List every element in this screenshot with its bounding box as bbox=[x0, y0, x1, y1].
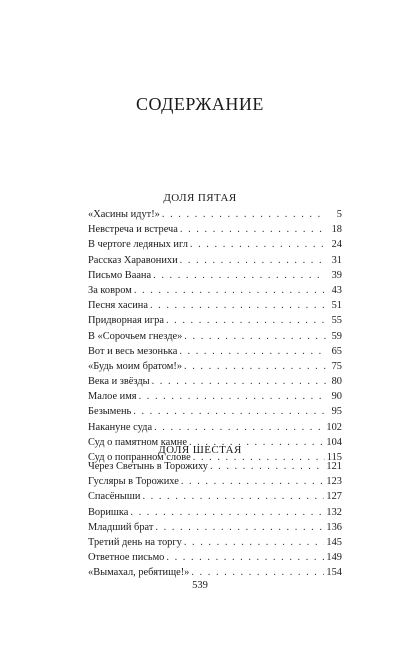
dot-leader bbox=[180, 222, 326, 237]
toc-list-section-6 bbox=[88, 459, 342, 581]
toc-entry bbox=[88, 389, 342, 404]
toc-entry-page: 75 bbox=[331, 360, 342, 372]
toc-entry-page: 31 bbox=[331, 254, 342, 266]
toc-entry bbox=[88, 505, 342, 520]
section-title-6: ДОЛЯ ШЕСТАЯ bbox=[158, 444, 242, 456]
toc-entry bbox=[88, 207, 342, 222]
toc-entry-page: 80 bbox=[331, 376, 342, 388]
toc-entry-page: 145 bbox=[326, 536, 342, 548]
toc-entry-title: Придворная игра bbox=[88, 315, 164, 327]
toc-entry bbox=[88, 268, 342, 283]
toc-entry-title: «Будь моим братом!» bbox=[88, 360, 183, 372]
toc-entry-title: В чертоге ледяных игл bbox=[88, 239, 188, 251]
toc-entry bbox=[88, 535, 342, 550]
section-title-5: ДОЛЯ ПЯТАЯ bbox=[163, 192, 237, 204]
toc-entry-title: За ковром bbox=[88, 284, 132, 296]
toc-entry-page: 123 bbox=[326, 476, 342, 488]
toc-entry-page: 43 bbox=[331, 284, 342, 296]
toc-entry-page: 18 bbox=[331, 224, 342, 236]
toc-entry bbox=[88, 374, 342, 389]
toc-entry-page: 39 bbox=[331, 269, 342, 281]
toc-entry-page: 95 bbox=[331, 406, 342, 418]
toc-entry-title: Воришка bbox=[88, 506, 129, 518]
toc-entry-title: Третий день на торгу bbox=[88, 536, 182, 548]
dot-leader bbox=[139, 389, 326, 404]
toc-entry-title: Рассказ Харавонихи bbox=[88, 254, 178, 266]
dot-leader bbox=[184, 535, 325, 550]
toc-entry-page: 59 bbox=[331, 330, 342, 342]
dot-leader bbox=[210, 459, 324, 474]
dot-leader bbox=[184, 329, 326, 344]
toc-entry bbox=[88, 237, 342, 252]
dot-leader bbox=[130, 505, 324, 520]
toc-entry-title: Через Светынь в Торожиху bbox=[88, 461, 208, 472]
dot-leader bbox=[134, 283, 326, 298]
dot-leader bbox=[150, 298, 326, 313]
toc-entry-page: 90 bbox=[331, 391, 342, 403]
toc-entry bbox=[88, 222, 342, 237]
dot-leader bbox=[191, 565, 324, 580]
toc-entry bbox=[88, 283, 342, 298]
toc-entry-page: 121 bbox=[326, 461, 342, 472]
toc-entry bbox=[88, 420, 342, 435]
toc-entry bbox=[88, 404, 342, 419]
dot-leader bbox=[152, 374, 326, 389]
dot-leader bbox=[166, 313, 326, 328]
toc-entry-title: Малое имя bbox=[88, 391, 137, 403]
page-number: 539 bbox=[192, 580, 208, 591]
dot-leader bbox=[133, 404, 326, 419]
dot-leader bbox=[179, 344, 326, 359]
dot-leader bbox=[142, 489, 324, 504]
toc-entry-page: 127 bbox=[326, 491, 342, 503]
dot-leader bbox=[184, 359, 326, 374]
toc-entry-title: Письмо Ваана bbox=[88, 269, 152, 281]
toc-entry-page: 136 bbox=[326, 521, 342, 533]
dot-leader bbox=[166, 550, 324, 565]
toc-entry bbox=[88, 298, 342, 313]
toc-entry-title: Невстреча и встреча bbox=[88, 224, 178, 236]
toc-entry bbox=[88, 359, 342, 374]
toc-entry-title: Вот и весь мезонька bbox=[88, 345, 178, 357]
toc-entry-page: 149 bbox=[326, 552, 342, 564]
toc-entry bbox=[88, 329, 342, 344]
toc-list-section-5 bbox=[88, 207, 342, 465]
toc-entry-page: 132 bbox=[326, 506, 342, 518]
toc-entry bbox=[88, 520, 342, 535]
toc-entry-page: 24 bbox=[331, 239, 342, 251]
toc-entry-title: Века и звёзды bbox=[88, 376, 150, 388]
toc-entry bbox=[88, 489, 342, 504]
toc-entry-page: 102 bbox=[326, 421, 342, 433]
dot-leader bbox=[154, 420, 324, 435]
toc-entry-title: Песня хасина bbox=[88, 300, 148, 312]
toc-entry-title: «Хасины идут!» bbox=[88, 209, 160, 220]
dot-leader bbox=[180, 253, 326, 268]
toc-entry-page: 104 bbox=[326, 436, 342, 448]
toc-entry-page: 65 bbox=[331, 345, 342, 357]
toc-entry-title: Ответное письмо bbox=[88, 552, 165, 564]
toc-entry-title: Гусляры в Торожихе bbox=[88, 476, 179, 488]
toc-entry bbox=[88, 474, 342, 489]
dot-leader bbox=[162, 207, 326, 222]
toc-entry-page: 154 bbox=[326, 567, 342, 579]
toc-entry bbox=[88, 565, 342, 580]
page-title: СОДЕРЖАНИЕ bbox=[136, 94, 264, 114]
toc-entry-title: Спасёныши bbox=[88, 491, 141, 503]
toc-entry-title: Безымень bbox=[88, 406, 132, 418]
toc-entry-page: 51 bbox=[331, 300, 342, 312]
dot-leader bbox=[190, 237, 326, 252]
toc-entry-title: Накануне суда bbox=[88, 421, 153, 433]
toc-entry-page: 5 bbox=[336, 209, 342, 220]
dot-leader bbox=[153, 268, 326, 283]
toc-entry-title: «Вымахал, ребятище!» bbox=[88, 567, 190, 579]
dot-leader bbox=[181, 474, 325, 489]
toc-entry bbox=[88, 253, 342, 268]
toc-entry bbox=[88, 344, 342, 359]
toc-entry-title: В «Сорочьем гнезде» bbox=[88, 330, 183, 342]
toc-entry-page: 115 bbox=[326, 452, 342, 463]
toc-entry bbox=[88, 550, 342, 565]
toc-entry-title: Младший брат bbox=[88, 521, 154, 533]
toc-entry-title: Суд о памятном камне bbox=[88, 436, 187, 448]
toc-entry-page: 55 bbox=[331, 315, 342, 327]
toc-entry bbox=[88, 313, 342, 328]
toc-entry-title: Суд о попранном слове bbox=[88, 452, 191, 463]
toc-entry bbox=[88, 459, 342, 474]
dot-leader bbox=[155, 520, 324, 535]
